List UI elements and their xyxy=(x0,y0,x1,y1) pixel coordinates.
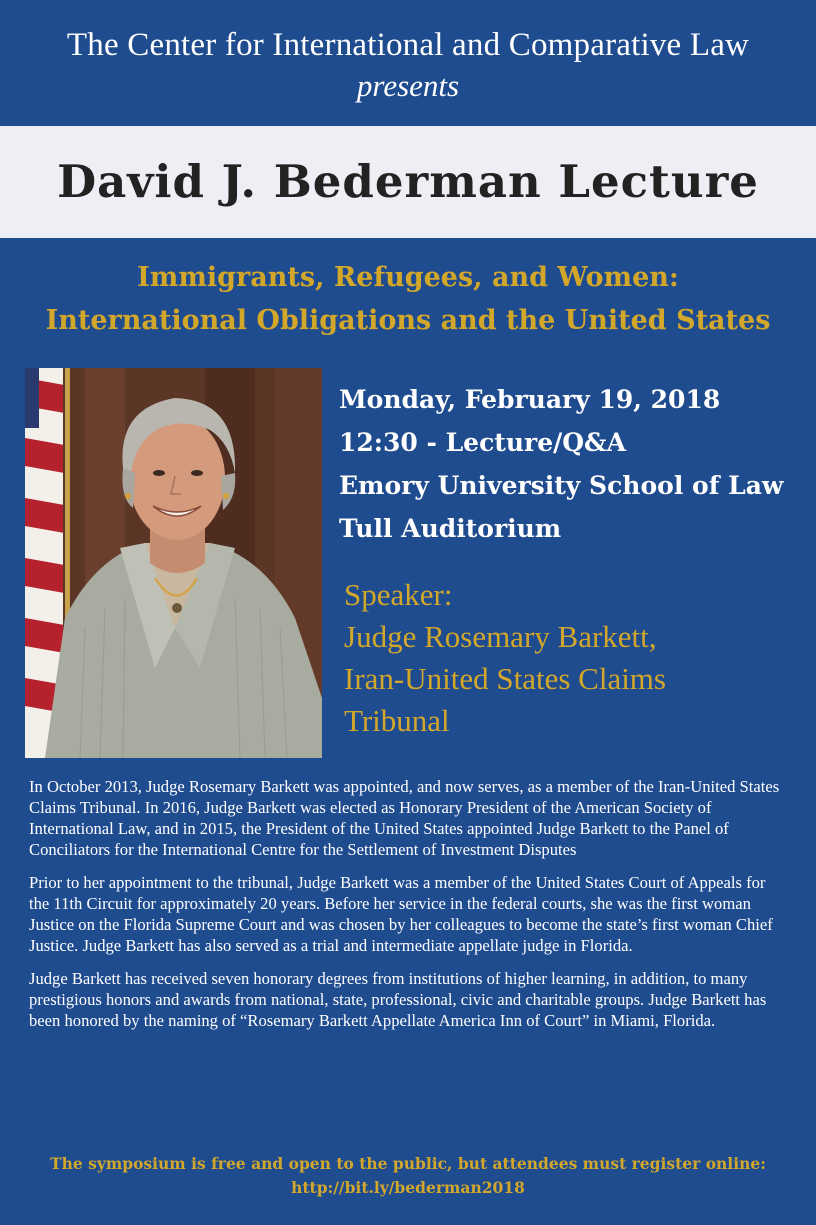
subtitle-line-1: Immigrants, Refugees, and Women: xyxy=(137,262,679,293)
registration-footer xyxy=(0,1152,816,1200)
subtitle-line-2: International Obligations and the United States xyxy=(45,305,771,336)
event-room: Tull Auditorium xyxy=(339,514,562,543)
lecture-title: David J. Bederman Lecture xyxy=(57,155,759,208)
title-band xyxy=(0,126,816,238)
bio-paragraph-3: Judge Barkett has received seven honorary degrees from institutions of higher learning, in addition, to many prestigious honors and awards from national, state, professional, civic and charitable groups. Judge Barkett has been honored by the naming of “Rosemary Barkett Appellate America Inn of Court” in Miami, Florida. xyxy=(29,969,767,1030)
organization-name: The Center for International and Comparative Law xyxy=(66,27,750,63)
bio-paragraph-1: In October 2013, Judge Rosemary Barkett was appointed, and now serves, as a member of the Iran-United States Claims Tribunal. In 2016, Judge Barkett was elected as Honorary President of the American Society of International Law, and in 2015, the President of the United States appointed Judge Barkett to the Panel of Conciliators for the International Centre for the Settlement of Investment Disputes xyxy=(29,777,780,859)
speaker-label: Speaker: xyxy=(344,577,453,612)
speaker-photo xyxy=(25,368,322,758)
speaker-affiliation-2: Tribunal xyxy=(344,703,450,738)
speaker-block xyxy=(344,574,809,742)
event-details xyxy=(339,378,809,550)
speaker-bio xyxy=(29,776,789,1043)
registration-link[interactable]: http://bit.ly/bederman2018 xyxy=(291,1178,525,1197)
event-time: 12:30 - Lecture/Q&A xyxy=(339,428,626,457)
event-date: Monday, February 19, 2018 xyxy=(339,385,721,414)
presents-label: presents xyxy=(356,68,460,103)
registration-notice: The symposium is free and open to the public, but attendees must register online: xyxy=(50,1154,766,1173)
speaker-affiliation-1: Iran-United States Claims xyxy=(344,661,666,696)
speaker-name: Judge Rosemary Barkett, xyxy=(344,619,657,654)
lecture-subtitle xyxy=(0,256,816,342)
bio-paragraph-2: Prior to her appointment to the tribunal, Judge Barkett was a member of the United States Court of Appeals for the 11th Circuit for approximately 20 years. Before her service in the federal courts, she was the first woman Justice on the Florida Supreme Court and was chosen by her colleagues to become the state’s first woman Chief Justice. Judge Barkett has also served as a trial and intermediate appellate judge in Florida. xyxy=(29,873,773,955)
header xyxy=(0,0,816,126)
event-venue: Emory University School of Law xyxy=(339,471,784,500)
